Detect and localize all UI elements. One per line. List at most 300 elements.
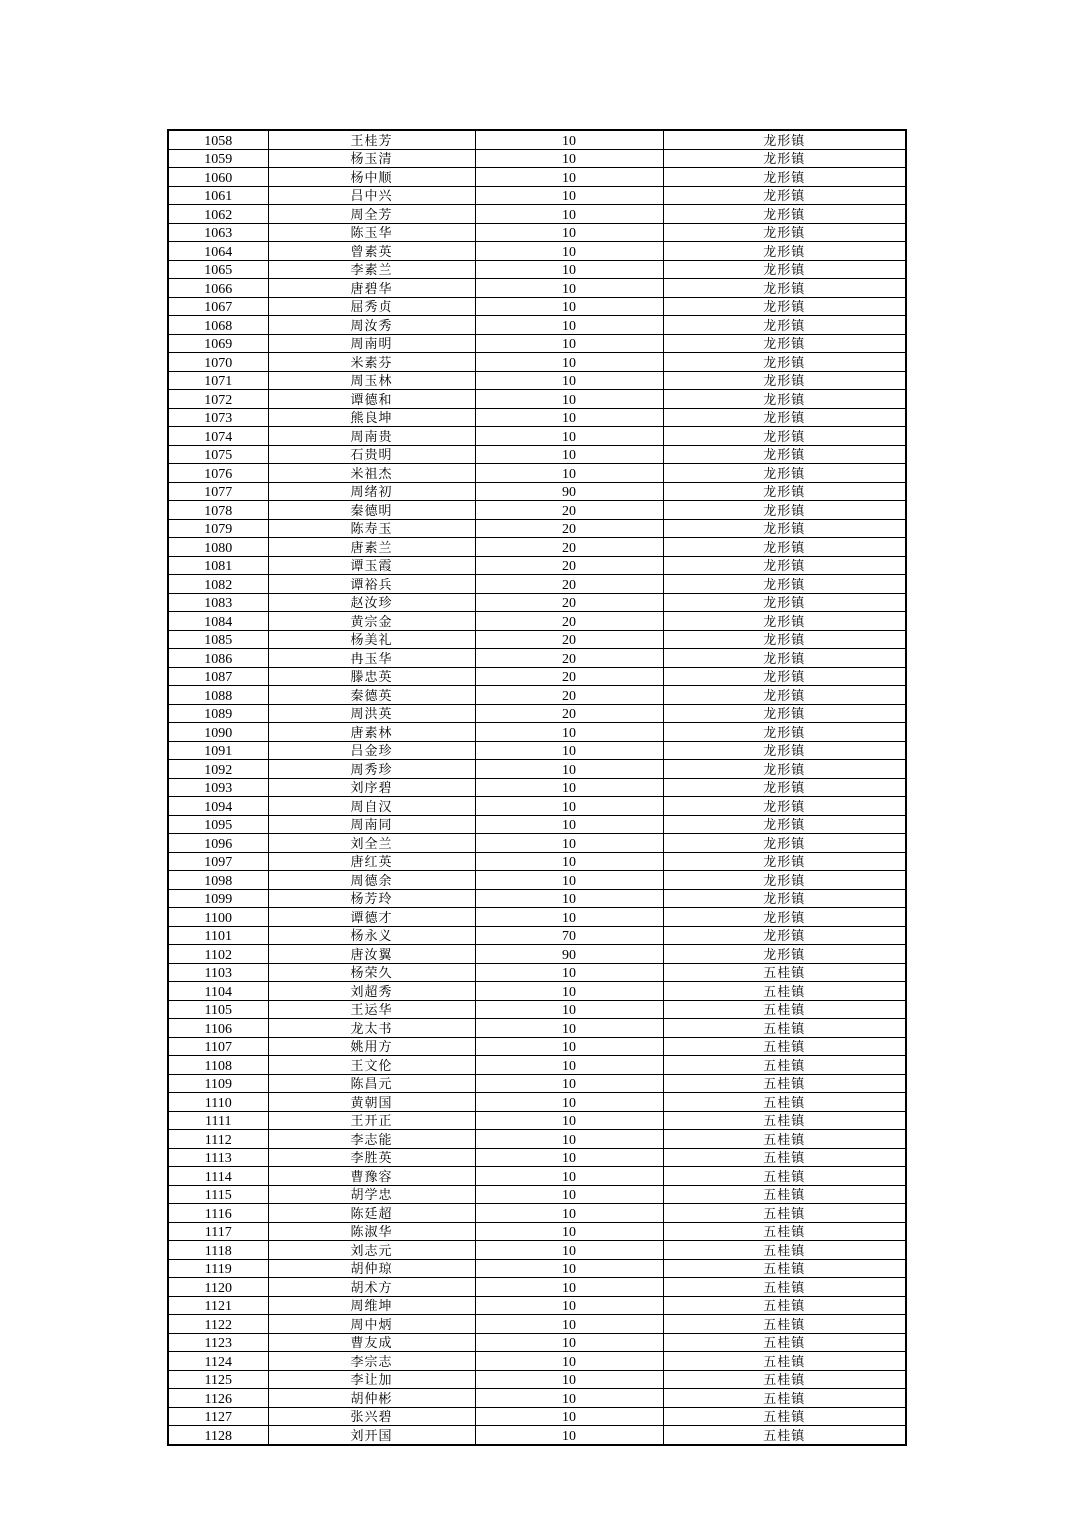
row-number-cell: 1111 xyxy=(168,1111,268,1130)
table-row xyxy=(168,686,906,705)
amount-cell: 10 xyxy=(475,427,663,446)
row-number-cell: 1118 xyxy=(168,1241,268,1260)
row-number-cell: 1063 xyxy=(168,223,268,242)
amount-cell: 10 xyxy=(475,445,663,464)
amount-cell: 10 xyxy=(475,1056,663,1075)
table-row xyxy=(168,704,906,723)
town-cell: 龙形镇 xyxy=(663,501,906,520)
amount-cell: 20 xyxy=(475,593,663,612)
table-row xyxy=(168,1185,906,1204)
table-row xyxy=(168,334,906,353)
person-name-cell: 陈昌元 xyxy=(268,1074,475,1093)
town-cell: 龙形镇 xyxy=(663,464,906,483)
table-row xyxy=(168,205,906,224)
row-number-cell: 1075 xyxy=(168,445,268,464)
row-number-cell: 1108 xyxy=(168,1056,268,1075)
table-row xyxy=(168,1259,906,1278)
amount-cell: 10 xyxy=(475,205,663,224)
table-row xyxy=(168,963,906,982)
person-name-cell: 石贵明 xyxy=(268,445,475,464)
roster-table-body xyxy=(168,130,906,1445)
town-cell: 龙形镇 xyxy=(663,242,906,261)
amount-cell: 10 xyxy=(475,834,663,853)
person-name-cell: 曹豫容 xyxy=(268,1167,475,1186)
amount-cell: 90 xyxy=(475,482,663,501)
amount-cell: 10 xyxy=(475,1148,663,1167)
table-row xyxy=(168,1111,906,1130)
amount-cell: 10 xyxy=(475,408,663,427)
amount-cell: 10 xyxy=(475,963,663,982)
person-name-cell: 胡学忠 xyxy=(268,1185,475,1204)
amount-cell: 10 xyxy=(475,1093,663,1112)
table-row xyxy=(168,630,906,649)
row-number-cell: 1095 xyxy=(168,815,268,834)
person-name-cell: 滕忠英 xyxy=(268,667,475,686)
table-row xyxy=(168,667,906,686)
table-row xyxy=(168,168,906,187)
amount-cell: 10 xyxy=(475,334,663,353)
table-row xyxy=(168,482,906,501)
table-row xyxy=(168,1389,906,1408)
table-row xyxy=(168,186,906,205)
table-row xyxy=(168,982,906,1001)
amount-cell: 10 xyxy=(475,1204,663,1223)
row-number-cell: 1093 xyxy=(168,778,268,797)
person-name-cell: 王开正 xyxy=(268,1111,475,1130)
amount-cell: 10 xyxy=(475,316,663,335)
table-row xyxy=(168,1093,906,1112)
row-number-cell: 1058 xyxy=(168,130,268,149)
person-name-cell: 陈淑华 xyxy=(268,1222,475,1241)
town-cell: 五桂镇 xyxy=(663,1019,906,1038)
amount-cell: 20 xyxy=(475,519,663,538)
town-cell: 五桂镇 xyxy=(663,1259,906,1278)
row-number-cell: 1059 xyxy=(168,149,268,168)
person-name-cell: 李让加 xyxy=(268,1370,475,1389)
table-row xyxy=(168,501,906,520)
amount-cell: 10 xyxy=(475,889,663,908)
row-number-cell: 1077 xyxy=(168,482,268,501)
person-name-cell: 张兴碧 xyxy=(268,1407,475,1426)
amount-cell: 10 xyxy=(475,1000,663,1019)
person-name-cell: 周汝秀 xyxy=(268,316,475,335)
amount-cell: 10 xyxy=(475,1426,663,1445)
town-cell: 五桂镇 xyxy=(663,1093,906,1112)
table-row xyxy=(168,1056,906,1075)
person-name-cell: 胡仲彬 xyxy=(268,1389,475,1408)
town-cell: 五桂镇 xyxy=(663,1296,906,1315)
town-cell: 龙形镇 xyxy=(663,556,906,575)
person-name-cell: 秦德英 xyxy=(268,686,475,705)
person-name-cell: 周绪初 xyxy=(268,482,475,501)
town-cell: 龙形镇 xyxy=(663,945,906,964)
row-number-cell: 1087 xyxy=(168,667,268,686)
amount-cell: 10 xyxy=(475,871,663,890)
person-name-cell: 唐汝翼 xyxy=(268,945,475,964)
town-cell: 龙形镇 xyxy=(663,575,906,594)
amount-cell: 20 xyxy=(475,575,663,594)
table-row xyxy=(168,1352,906,1371)
table-row xyxy=(168,427,906,446)
person-name-cell: 周自汉 xyxy=(268,797,475,816)
amount-cell: 20 xyxy=(475,556,663,575)
person-name-cell: 杨荣久 xyxy=(268,963,475,982)
table-row xyxy=(168,260,906,279)
town-cell: 龙形镇 xyxy=(663,908,906,927)
row-number-cell: 1081 xyxy=(168,556,268,575)
row-number-cell: 1090 xyxy=(168,723,268,742)
town-cell: 龙形镇 xyxy=(663,593,906,612)
amount-cell: 10 xyxy=(475,1222,663,1241)
person-name-cell: 周南贵 xyxy=(268,427,475,446)
table-row xyxy=(168,1074,906,1093)
person-name-cell: 周玉林 xyxy=(268,371,475,390)
table-row xyxy=(168,1407,906,1426)
person-name-cell: 姚用方 xyxy=(268,1037,475,1056)
table-row xyxy=(168,945,906,964)
row-number-cell: 1072 xyxy=(168,390,268,409)
table-row xyxy=(168,223,906,242)
town-cell: 龙形镇 xyxy=(663,686,906,705)
table-row xyxy=(168,316,906,335)
table-row xyxy=(168,445,906,464)
amount-cell: 10 xyxy=(475,1296,663,1315)
person-name-cell: 唐碧华 xyxy=(268,279,475,298)
row-number-cell: 1076 xyxy=(168,464,268,483)
row-number-cell: 1070 xyxy=(168,353,268,372)
amount-cell: 10 xyxy=(475,1407,663,1426)
table-row xyxy=(168,242,906,261)
row-number-cell: 1106 xyxy=(168,1019,268,1038)
person-name-cell: 屈秀贞 xyxy=(268,297,475,316)
town-cell: 龙形镇 xyxy=(663,926,906,945)
amount-cell: 10 xyxy=(475,908,663,927)
row-number-cell: 1114 xyxy=(168,1167,268,1186)
row-number-cell: 1117 xyxy=(168,1222,268,1241)
table-row xyxy=(168,1037,906,1056)
amount-cell: 10 xyxy=(475,1241,663,1260)
row-number-cell: 1116 xyxy=(168,1204,268,1223)
town-cell: 五桂镇 xyxy=(663,1056,906,1075)
town-cell: 五桂镇 xyxy=(663,1148,906,1167)
table-row xyxy=(168,1278,906,1297)
table-row xyxy=(168,815,906,834)
amount-cell: 20 xyxy=(475,612,663,631)
table-row xyxy=(168,889,906,908)
row-number-cell: 1083 xyxy=(168,593,268,612)
row-number-cell: 1119 xyxy=(168,1259,268,1278)
person-name-cell: 李素兰 xyxy=(268,260,475,279)
row-number-cell: 1094 xyxy=(168,797,268,816)
town-cell: 五桂镇 xyxy=(663,1167,906,1186)
town-cell: 龙形镇 xyxy=(663,797,906,816)
town-cell: 五桂镇 xyxy=(663,1389,906,1408)
amount-cell: 10 xyxy=(475,371,663,390)
table-row xyxy=(168,1000,906,1019)
person-name-cell: 米祖杰 xyxy=(268,464,475,483)
town-cell: 龙形镇 xyxy=(663,649,906,668)
row-number-cell: 1103 xyxy=(168,963,268,982)
town-cell: 龙形镇 xyxy=(663,630,906,649)
town-cell: 龙形镇 xyxy=(663,334,906,353)
amount-cell: 10 xyxy=(475,223,663,242)
person-name-cell: 吕中兴 xyxy=(268,186,475,205)
town-cell: 五桂镇 xyxy=(663,1426,906,1445)
person-name-cell: 杨永义 xyxy=(268,926,475,945)
amount-cell: 10 xyxy=(475,390,663,409)
amount-cell: 70 xyxy=(475,926,663,945)
person-name-cell: 周南同 xyxy=(268,815,475,834)
table-row xyxy=(168,926,906,945)
amount-cell: 20 xyxy=(475,704,663,723)
person-name-cell: 周维坤 xyxy=(268,1296,475,1315)
row-number-cell: 1098 xyxy=(168,871,268,890)
row-number-cell: 1100 xyxy=(168,908,268,927)
person-name-cell: 陈寿玉 xyxy=(268,519,475,538)
row-number-cell: 1099 xyxy=(168,889,268,908)
row-number-cell: 1115 xyxy=(168,1185,268,1204)
person-name-cell: 谭德和 xyxy=(268,390,475,409)
town-cell: 龙形镇 xyxy=(663,538,906,557)
table-row xyxy=(168,593,906,612)
row-number-cell: 1079 xyxy=(168,519,268,538)
table-row xyxy=(168,353,906,372)
row-number-cell: 1066 xyxy=(168,279,268,298)
person-name-cell: 唐素林 xyxy=(268,723,475,742)
amount-cell: 10 xyxy=(475,149,663,168)
table-row xyxy=(168,1204,906,1223)
amount-cell: 10 xyxy=(475,1259,663,1278)
table-row xyxy=(168,797,906,816)
town-cell: 龙形镇 xyxy=(663,408,906,427)
person-name-cell: 杨中顺 xyxy=(268,168,475,187)
row-number-cell: 1082 xyxy=(168,575,268,594)
town-cell: 五桂镇 xyxy=(663,1241,906,1260)
amount-cell: 10 xyxy=(475,1074,663,1093)
town-cell: 龙形镇 xyxy=(663,852,906,871)
person-name-cell: 王桂芳 xyxy=(268,130,475,149)
person-name-cell: 周南明 xyxy=(268,334,475,353)
person-name-cell: 陈廷超 xyxy=(268,1204,475,1223)
table-row xyxy=(168,519,906,538)
amount-cell: 10 xyxy=(475,1185,663,1204)
table-row xyxy=(168,1130,906,1149)
town-cell: 龙形镇 xyxy=(663,834,906,853)
amount-cell: 10 xyxy=(475,982,663,1001)
town-cell: 龙形镇 xyxy=(663,186,906,205)
row-number-cell: 1101 xyxy=(168,926,268,945)
town-cell: 龙形镇 xyxy=(663,149,906,168)
person-name-cell: 曾素英 xyxy=(268,242,475,261)
row-number-cell: 1127 xyxy=(168,1407,268,1426)
person-name-cell: 王文伦 xyxy=(268,1056,475,1075)
row-number-cell: 1069 xyxy=(168,334,268,353)
town-cell: 龙形镇 xyxy=(663,445,906,464)
person-name-cell: 李胜英 xyxy=(268,1148,475,1167)
table-row xyxy=(168,464,906,483)
table-row xyxy=(168,371,906,390)
amount-cell: 10 xyxy=(475,186,663,205)
person-name-cell: 刘序碧 xyxy=(268,778,475,797)
town-cell: 龙形镇 xyxy=(663,760,906,779)
row-number-cell: 1084 xyxy=(168,612,268,631)
person-name-cell: 胡仲琼 xyxy=(268,1259,475,1278)
amount-cell: 10 xyxy=(475,1130,663,1149)
amount-cell: 10 xyxy=(475,353,663,372)
row-number-cell: 1113 xyxy=(168,1148,268,1167)
row-number-cell: 1074 xyxy=(168,427,268,446)
amount-cell: 10 xyxy=(475,1167,663,1186)
row-number-cell: 1104 xyxy=(168,982,268,1001)
row-number-cell: 1120 xyxy=(168,1278,268,1297)
amount-cell: 10 xyxy=(475,1370,663,1389)
person-name-cell: 刘志元 xyxy=(268,1241,475,1260)
table-row xyxy=(168,760,906,779)
person-name-cell: 黄宗金 xyxy=(268,612,475,631)
row-number-cell: 1085 xyxy=(168,630,268,649)
town-cell: 龙形镇 xyxy=(663,427,906,446)
amount-cell: 10 xyxy=(475,168,663,187)
table-row xyxy=(168,649,906,668)
table-row xyxy=(168,1296,906,1315)
amount-cell: 10 xyxy=(475,815,663,834)
amount-cell: 10 xyxy=(475,242,663,261)
person-name-cell: 赵汝珍 xyxy=(268,593,475,612)
row-number-cell: 1065 xyxy=(168,260,268,279)
roster-table xyxy=(167,129,907,1446)
table-row xyxy=(168,723,906,742)
person-name-cell: 曹友成 xyxy=(268,1333,475,1352)
table-row xyxy=(168,1333,906,1352)
row-number-cell: 1122 xyxy=(168,1315,268,1334)
table-row xyxy=(168,1167,906,1186)
row-number-cell: 1097 xyxy=(168,852,268,871)
person-name-cell: 胡术方 xyxy=(268,1278,475,1297)
row-number-cell: 1062 xyxy=(168,205,268,224)
amount-cell: 10 xyxy=(475,297,663,316)
town-cell: 龙形镇 xyxy=(663,741,906,760)
person-name-cell: 唐素兰 xyxy=(268,538,475,557)
table-row xyxy=(168,556,906,575)
person-name-cell: 秦德明 xyxy=(268,501,475,520)
row-number-cell: 1109 xyxy=(168,1074,268,1093)
table-row xyxy=(168,149,906,168)
person-name-cell: 李宗志 xyxy=(268,1352,475,1371)
amount-cell: 10 xyxy=(475,1278,663,1297)
table-row xyxy=(168,297,906,316)
row-number-cell: 1096 xyxy=(168,834,268,853)
town-cell: 龙形镇 xyxy=(663,889,906,908)
row-number-cell: 1123 xyxy=(168,1333,268,1352)
town-cell: 龙形镇 xyxy=(663,723,906,742)
table-row xyxy=(168,741,906,760)
row-number-cell: 1071 xyxy=(168,371,268,390)
amount-cell: 20 xyxy=(475,501,663,520)
town-cell: 五桂镇 xyxy=(663,1370,906,1389)
town-cell: 五桂镇 xyxy=(663,1315,906,1334)
amount-cell: 10 xyxy=(475,778,663,797)
town-cell: 龙形镇 xyxy=(663,297,906,316)
row-number-cell: 1092 xyxy=(168,760,268,779)
table-row xyxy=(168,1148,906,1167)
person-name-cell: 龙太书 xyxy=(268,1019,475,1038)
table-row xyxy=(168,1019,906,1038)
town-cell: 龙形镇 xyxy=(663,223,906,242)
table-row xyxy=(168,575,906,594)
amount-cell: 10 xyxy=(475,1019,663,1038)
table-row xyxy=(168,871,906,890)
row-number-cell: 1112 xyxy=(168,1130,268,1149)
town-cell: 五桂镇 xyxy=(663,1407,906,1426)
town-cell: 五桂镇 xyxy=(663,1204,906,1223)
table-row xyxy=(168,1370,906,1389)
table-row xyxy=(168,130,906,149)
person-name-cell: 陈玉华 xyxy=(268,223,475,242)
table-row xyxy=(168,1315,906,1334)
amount-cell: 10 xyxy=(475,1333,663,1352)
row-number-cell: 1121 xyxy=(168,1296,268,1315)
row-number-cell: 1126 xyxy=(168,1389,268,1408)
row-number-cell: 1107 xyxy=(168,1037,268,1056)
amount-cell: 10 xyxy=(475,1389,663,1408)
person-name-cell: 刘开国 xyxy=(268,1426,475,1445)
amount-cell: 10 xyxy=(475,1315,663,1334)
person-name-cell: 杨美礼 xyxy=(268,630,475,649)
row-number-cell: 1080 xyxy=(168,538,268,557)
town-cell: 龙形镇 xyxy=(663,871,906,890)
town-cell: 五桂镇 xyxy=(663,1130,906,1149)
town-cell: 五桂镇 xyxy=(663,1352,906,1371)
amount-cell: 20 xyxy=(475,538,663,557)
person-name-cell: 刘超秀 xyxy=(268,982,475,1001)
person-name-cell: 熊良坤 xyxy=(268,408,475,427)
amount-cell: 20 xyxy=(475,649,663,668)
town-cell: 五桂镇 xyxy=(663,1278,906,1297)
row-number-cell: 1124 xyxy=(168,1352,268,1371)
row-number-cell: 1128 xyxy=(168,1426,268,1445)
table-row xyxy=(168,612,906,631)
town-cell: 龙形镇 xyxy=(663,260,906,279)
amount-cell: 90 xyxy=(475,945,663,964)
row-number-cell: 1060 xyxy=(168,168,268,187)
town-cell: 五桂镇 xyxy=(663,1000,906,1019)
row-number-cell: 1125 xyxy=(168,1370,268,1389)
table-row xyxy=(168,408,906,427)
person-name-cell: 谭玉霞 xyxy=(268,556,475,575)
table-row xyxy=(168,852,906,871)
table-row xyxy=(168,908,906,927)
person-name-cell: 周秀珍 xyxy=(268,760,475,779)
town-cell: 五桂镇 xyxy=(663,1074,906,1093)
amount-cell: 10 xyxy=(475,1111,663,1130)
amount-cell: 10 xyxy=(475,130,663,149)
row-number-cell: 1064 xyxy=(168,242,268,261)
person-name-cell: 杨芳玲 xyxy=(268,889,475,908)
amount-cell: 20 xyxy=(475,667,663,686)
row-number-cell: 1068 xyxy=(168,316,268,335)
town-cell: 五桂镇 xyxy=(663,1185,906,1204)
table-row xyxy=(168,1426,906,1445)
person-name-cell: 黄朝国 xyxy=(268,1093,475,1112)
town-cell: 五桂镇 xyxy=(663,963,906,982)
town-cell: 龙形镇 xyxy=(663,205,906,224)
town-cell: 五桂镇 xyxy=(663,1222,906,1241)
town-cell: 龙形镇 xyxy=(663,778,906,797)
person-name-cell: 冉玉华 xyxy=(268,649,475,668)
table-row xyxy=(168,1222,906,1241)
table-row xyxy=(168,1241,906,1260)
table-row xyxy=(168,538,906,557)
